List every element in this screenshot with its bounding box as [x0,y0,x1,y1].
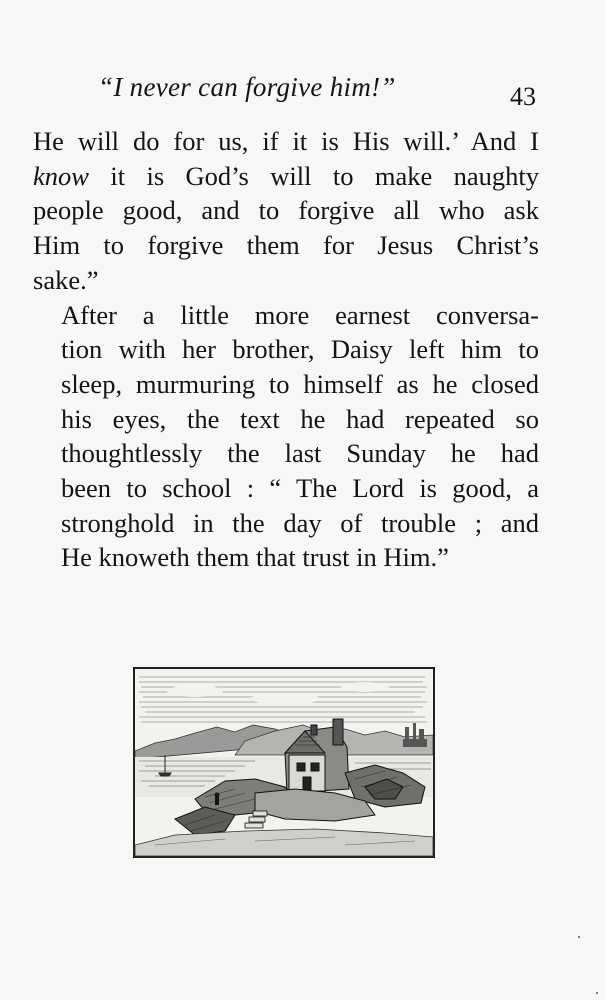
text-line: Him to forgive them for Jesus Christ’s [33,230,539,261]
text-line: tion with her brother, Daisy left him to [61,334,539,365]
text-line: sleep, murmuring to himself as he closed [61,368,539,399]
text-line: his eyes, the text he had repeated so [61,403,539,434]
text-line: stronghold in the day of trouble ; and [61,507,539,538]
text-line: sake.” [33,264,99,295]
running-title: “I never can forgive him!” [98,72,396,102]
text-line: After a little more earnest conversa- [61,299,539,330]
page-header [0,72,606,112]
text-line-rest: it is God’s will to make naughty [110,160,540,191]
paper-speck [596,992,598,994]
text-line: people good, and to forgive all who ask [33,195,539,226]
text-line: thoughtlessly the last Sunday he had [61,438,539,469]
text-line: He knoweth them that trust in Him.” [61,542,449,573]
paragraph-2 [33,298,539,576]
engraving-svg [135,669,433,856]
page-number: 43 [510,82,536,111]
text-line: He will do for us, if it is His will.’ And I [33,126,539,156]
italic-word: know [33,160,89,191]
text-line: been to school : “ The Lord is good, a [61,473,539,504]
paper-speck [578,936,580,938]
text-line [33,159,539,194]
paragraph-1 [33,124,539,298]
body-text [33,124,539,575]
engraving-illustration [133,667,435,858]
